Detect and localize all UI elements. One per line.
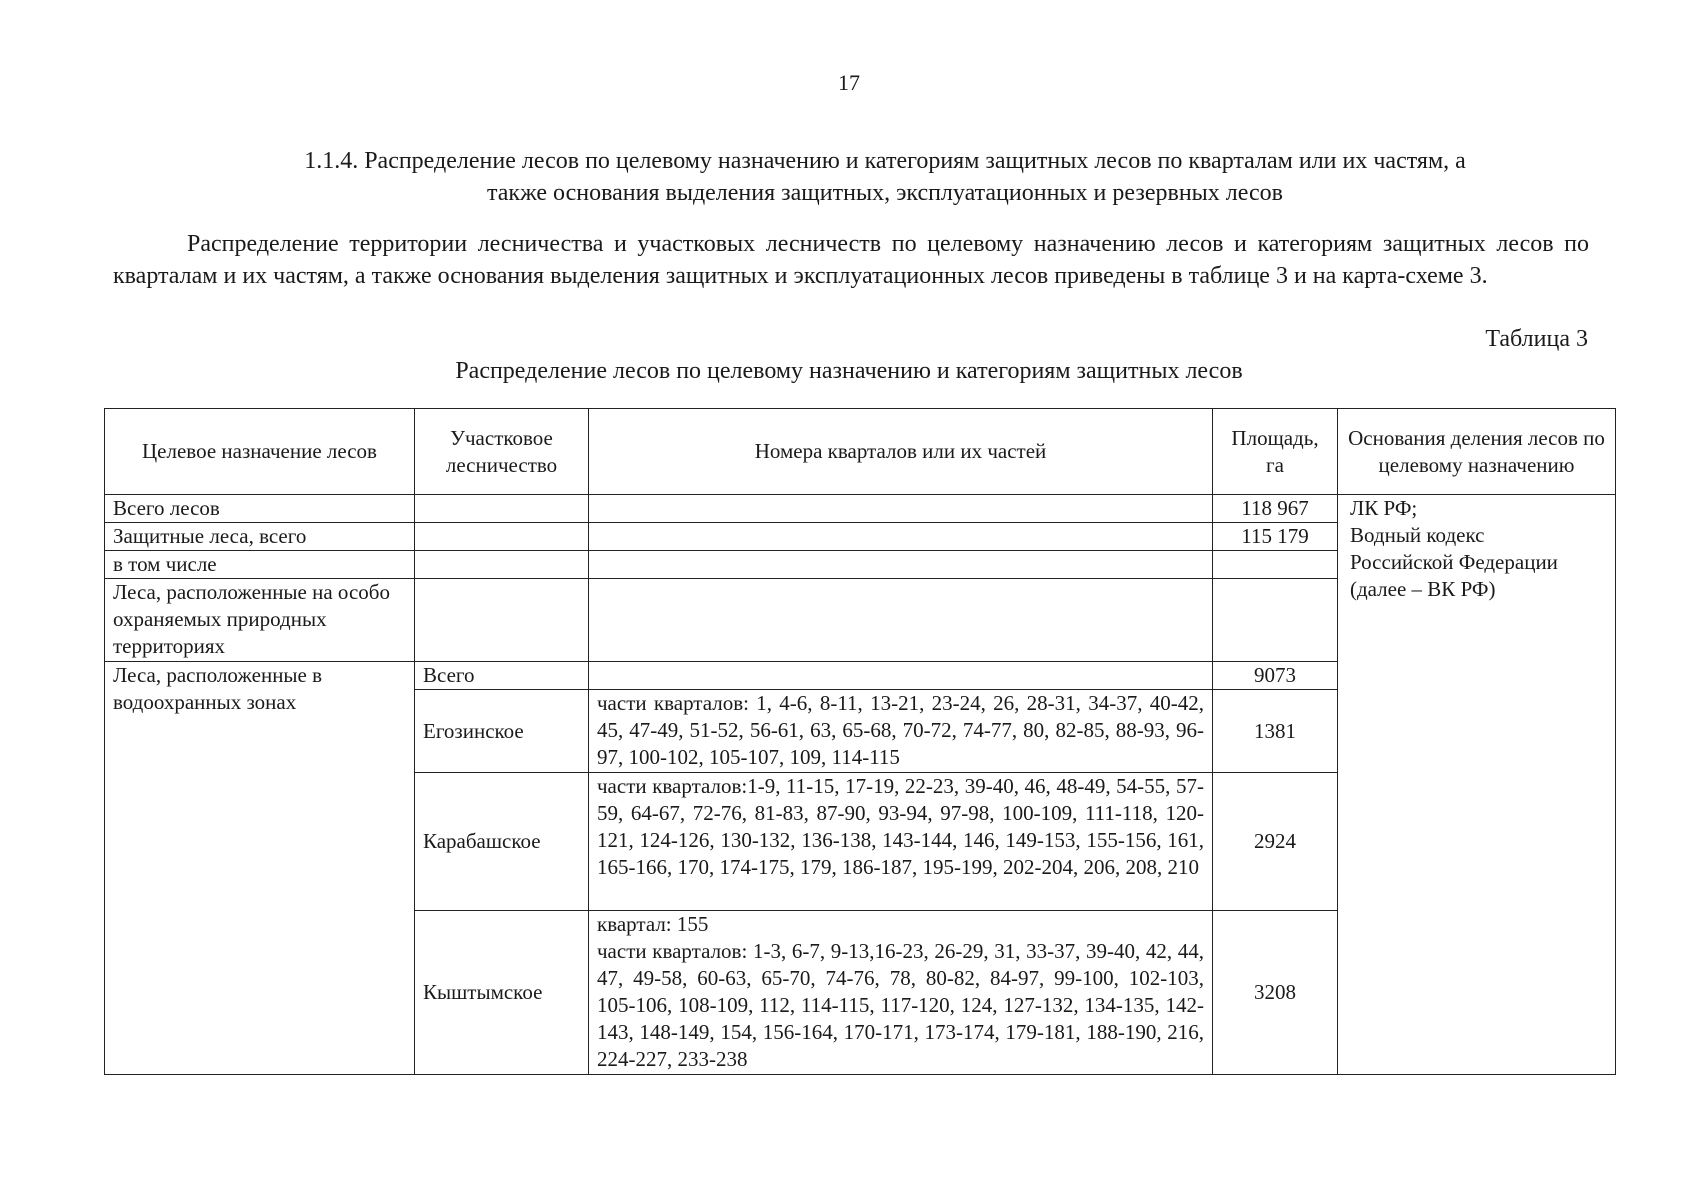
basis-line: Российской Федерации bbox=[1350, 550, 1558, 574]
area-cell: 9073 bbox=[1213, 662, 1338, 690]
basis-line: ЛК РФ; bbox=[1350, 496, 1418, 520]
forest-distribution-table bbox=[104, 408, 1616, 1075]
table-title: Распределение лесов по целевому назначению и категориям защитных лесов bbox=[455, 358, 1243, 384]
forestry-cell bbox=[415, 579, 589, 662]
table-number: Таблица 3 bbox=[1485, 326, 1588, 352]
quarters-cell bbox=[589, 662, 1213, 690]
purpose-cell: Леса, расположенные на особо охраняемых природных территориях bbox=[105, 579, 415, 662]
section-heading-line-1: 1.1.4. Распределение лесов по целевому назначению и категориям защитных лесов по кварталам или их частям, а bbox=[304, 148, 1466, 174]
quarters-cell bbox=[589, 551, 1213, 579]
forestry-cell: Карабашское bbox=[415, 773, 589, 911]
purpose-cell: Леса, расположенные в водоохранных зонах bbox=[105, 662, 415, 1075]
forestry-cell bbox=[415, 495, 589, 523]
header-basis: Основания деления лесов по целевому назначению bbox=[1338, 409, 1616, 495]
area-cell bbox=[1213, 551, 1338, 579]
quarters-cell bbox=[589, 523, 1213, 551]
section-heading bbox=[180, 145, 1590, 209]
area-cell: 1381 bbox=[1213, 690, 1338, 773]
section-heading-line-2: также основания выделения защитных, эксплуатационных и резервных лесов bbox=[486, 180, 1283, 206]
header-quarters: Номера кварталов или их частей bbox=[589, 409, 1213, 495]
basis-line: (далее – ВК РФ) bbox=[1350, 577, 1496, 601]
table-row bbox=[105, 495, 1616, 523]
basis-cell bbox=[1338, 495, 1616, 1075]
forestry-cell: Всего bbox=[415, 662, 589, 690]
purpose-cell: Защитные леса, всего bbox=[105, 523, 415, 551]
quarters-line: квартал: 155 bbox=[597, 912, 709, 936]
page-number: 17 bbox=[838, 70, 860, 95]
purpose-cell: в том числе bbox=[105, 551, 415, 579]
forestry-cell bbox=[415, 551, 589, 579]
intro-paragraph: Распределение территории лесничества и участковых лесничеств по целевому назначению лесов и категориям защитных лесов по кварталам и их частям, а также основания выделения защитных и эксплуатационных лесов приведены в таблице 3 и на карта-схеме 3. bbox=[113, 231, 1589, 289]
area-cell: 118 967 bbox=[1213, 495, 1338, 523]
forestry-cell: Егозинское bbox=[415, 690, 589, 773]
quarters-cell bbox=[589, 579, 1213, 662]
purpose-cell: Всего лесов bbox=[105, 495, 415, 523]
area-cell bbox=[1213, 579, 1338, 662]
basis-line: Водный кодекс bbox=[1350, 523, 1485, 547]
header-purpose: Целевое назначение лесов bbox=[105, 409, 415, 495]
quarters-cell: части кварталов:1-9, 11-15, 17-19, 22-23, 39-40, 46, 48-49, 54-55, 57-59, 64-67, 72-76, 81-83, 87-90, 93-94, 97-98, 100-109, 111-118, 120-121, 124-126, 130-132, 136-138, 143-144, 146, 149-153, 155-156, 161, 165-166, 170, 174-175, 179, 186-187, 195-199, 202-204, 206, 208, 210 bbox=[589, 773, 1213, 911]
quarters-cell bbox=[589, 911, 1213, 1075]
area-cell: 3208 bbox=[1213, 911, 1338, 1075]
quarters-cell: части кварталов: 1, 4-6, 8-11, 13-21, 23-24, 26, 28-31, 34-37, 40-42, 45, 47-49, 51-52, 56-61, 63, 65-68, 70-72, 74-77, 80, 82-85, 88-93, 96-97, 100-102, 105-107, 109, 114-115 bbox=[589, 690, 1213, 773]
forestry-cell: Кыштымское bbox=[415, 911, 589, 1075]
quarters-cell bbox=[589, 495, 1213, 523]
header-area: Площадь, га bbox=[1213, 409, 1338, 495]
header-forestry: Участковое лесничество bbox=[415, 409, 589, 495]
table-header-row bbox=[105, 409, 1616, 495]
quarters-list: части кварталов: 1-3, 6-7, 9-13,16-23, 26-29, 31, 33-37, 39-40, 42, 44, 47, 49-58, 60-63, 65-70, 74-76, 78, 80-82, 84-97, 99-100, 102-103, 105-106, 108-109, 112, 114-115, 117-120, 124, 127-132, 134-135, 142-143, 148-149, 154, 156-164, 170-171, 173-174, 179-181, 188-190, 216, 224-227, 233-238 bbox=[597, 939, 1204, 1071]
area-cell: 115 179 bbox=[1213, 523, 1338, 551]
forestry-cell bbox=[415, 523, 589, 551]
area-cell: 2924 bbox=[1213, 773, 1338, 911]
